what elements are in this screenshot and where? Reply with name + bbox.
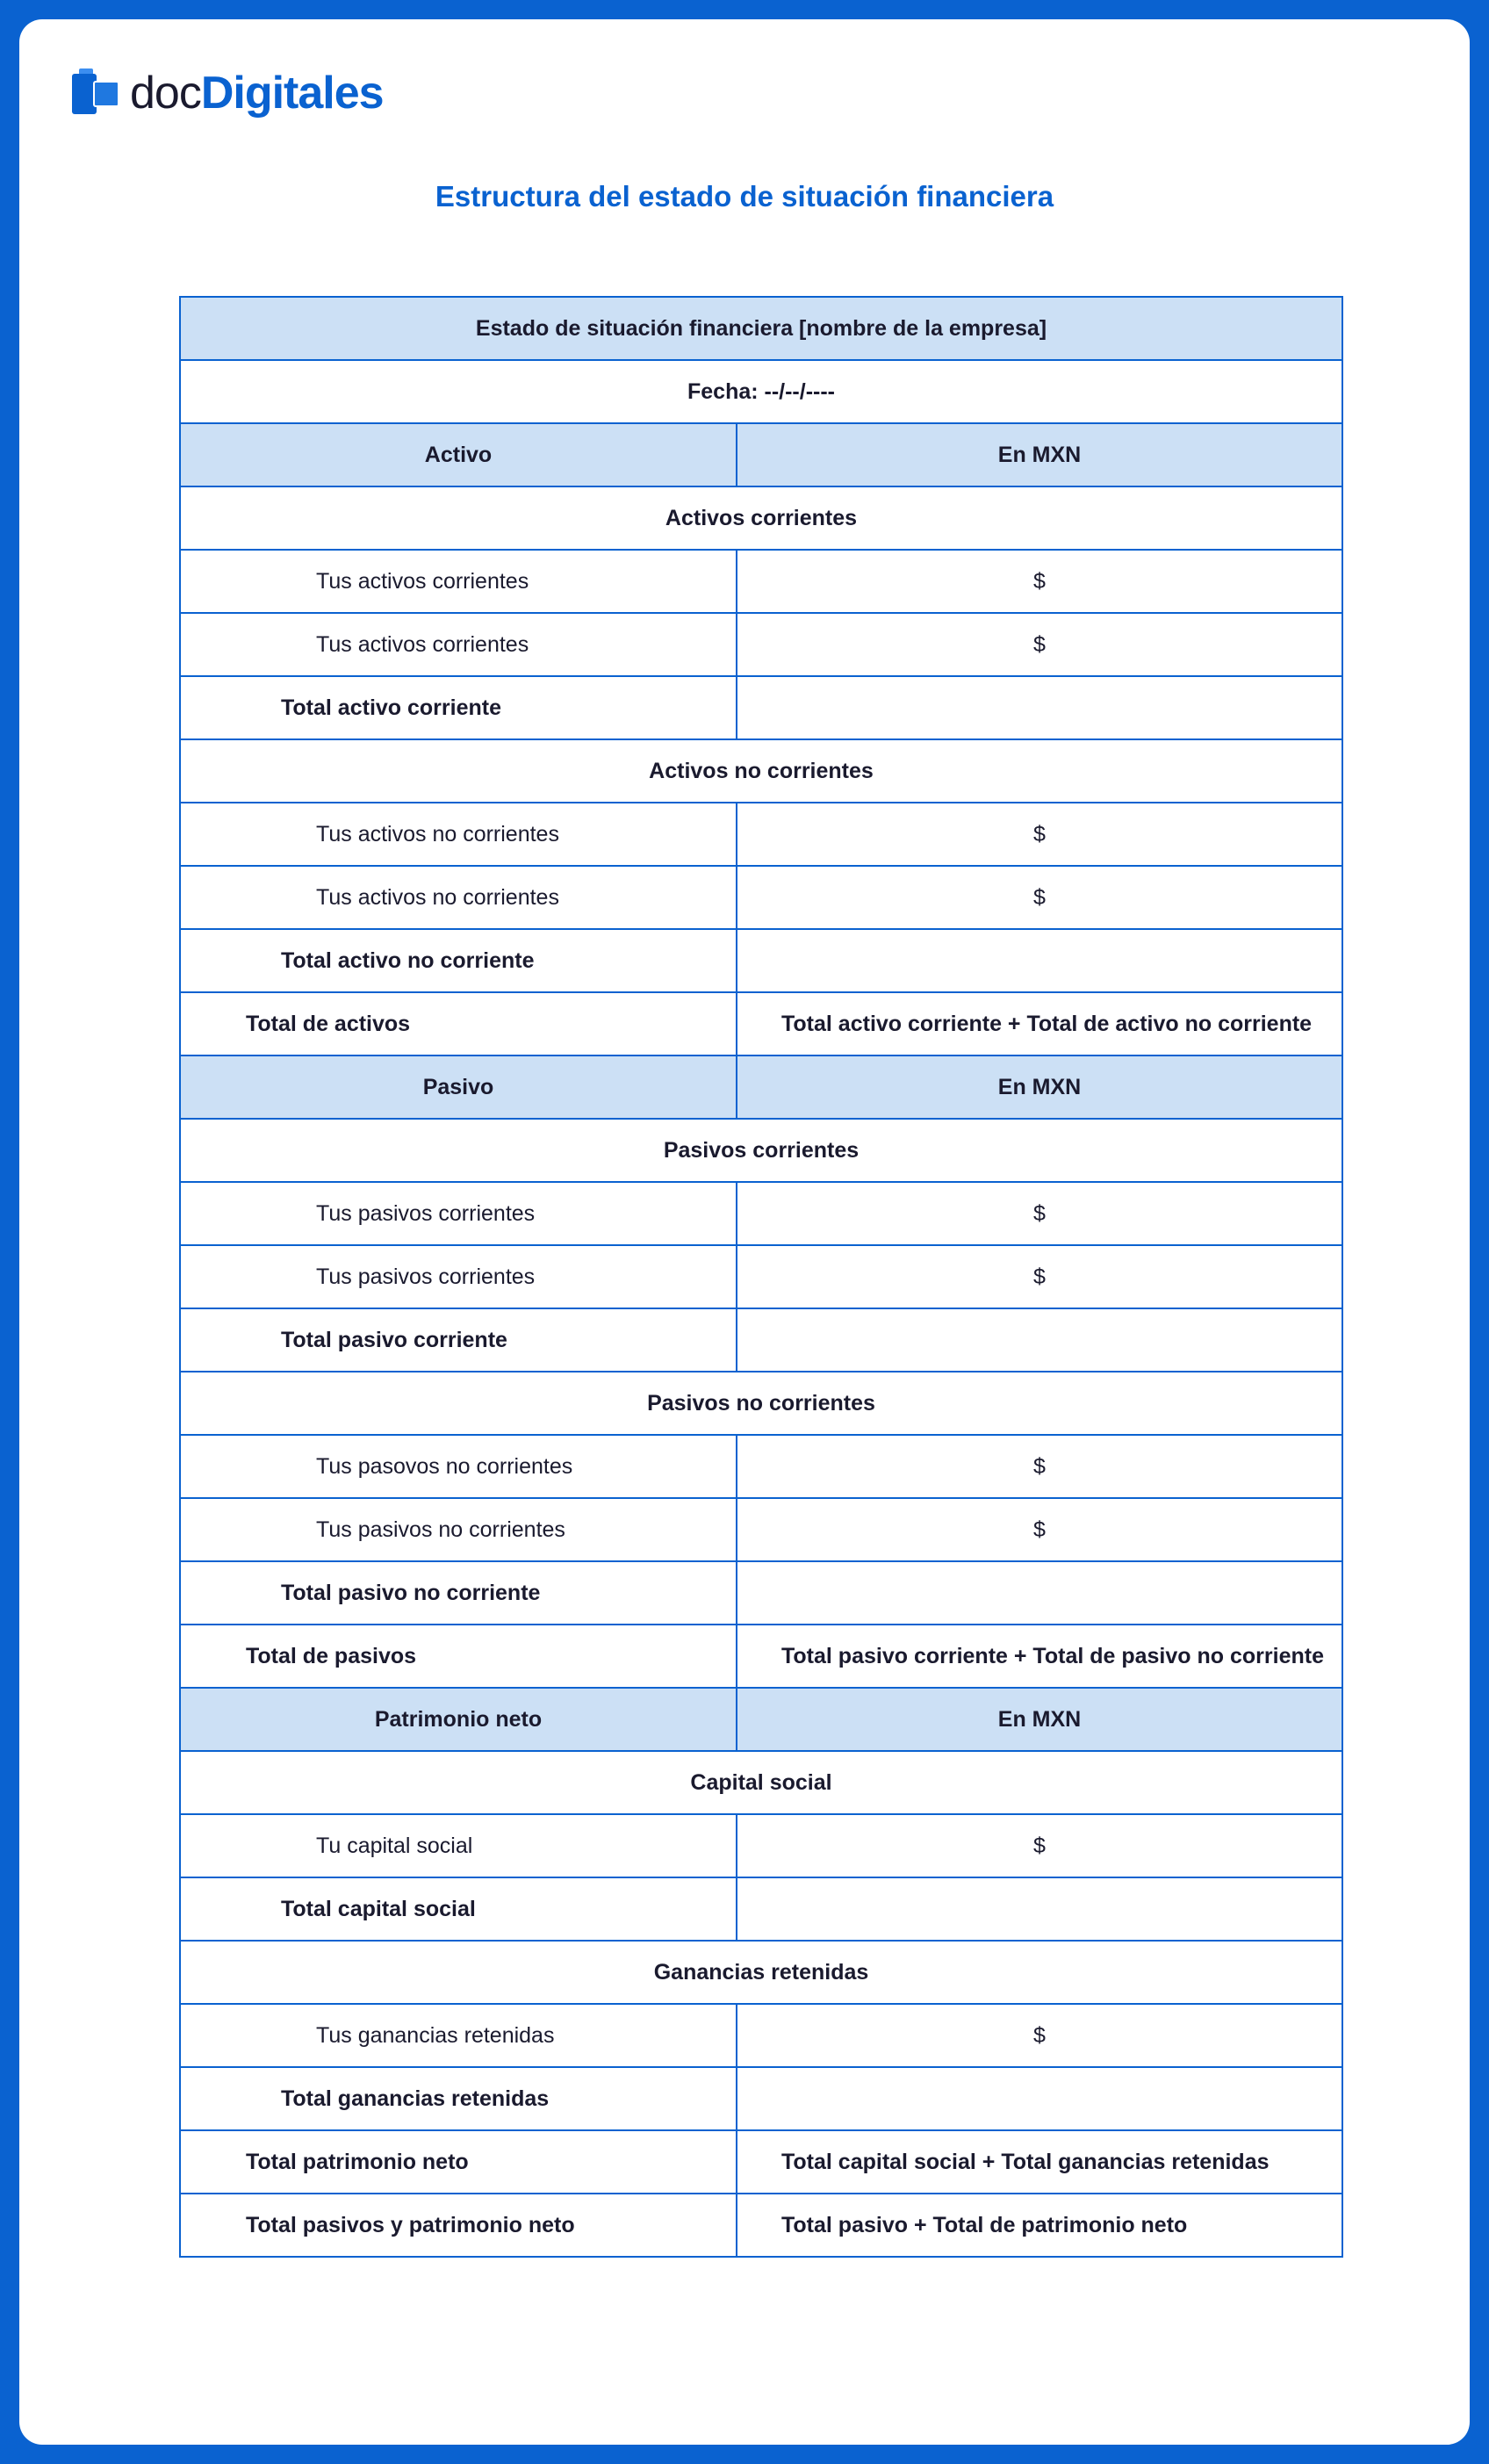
subtotal-row: [180, 1877, 1342, 1941]
table-row: [180, 866, 1342, 929]
row-value: $: [737, 2004, 1342, 2067]
final-total-formula: Total pasivo + Total de patrimonio neto: [737, 2194, 1342, 2257]
section-title-pasivos-corrientes: Pasivos corrientes: [180, 1119, 1342, 1182]
pasivo-column-header: [180, 1055, 1342, 1119]
subtotal-value: [737, 2067, 1342, 2130]
table-header: Estado de situación financiera [nombre de la empresa]: [180, 297, 1342, 360]
row-label: Tu capital social: [180, 1814, 737, 1877]
row-value: $: [737, 866, 1342, 929]
row-value: $: [737, 550, 1342, 613]
page-title: Estructura del estado de situación financiera: [435, 180, 1054, 213]
subtotal-value: [737, 1308, 1342, 1372]
total-row: [180, 2130, 1342, 2194]
row-label: Tus pasivos corrientes: [180, 1245, 737, 1308]
row-value: $: [737, 803, 1342, 866]
section-title-pasivos-no-corrientes: Pasivos no corrientes: [180, 1372, 1342, 1435]
section-row: [180, 1119, 1342, 1182]
table-row: [180, 613, 1342, 676]
table-row: [180, 1435, 1342, 1498]
table-row: [180, 1498, 1342, 1561]
subtotal-label: Total capital social: [180, 1877, 737, 1941]
row-value: $: [737, 1182, 1342, 1245]
subtotal-label: Total activo no corriente: [180, 929, 737, 992]
section-row: [180, 486, 1342, 550]
subtotal-value: [737, 1561, 1342, 1625]
section-row: [180, 1941, 1342, 2004]
total-label: Total de activos: [180, 992, 737, 1055]
brand-name-light: doc: [130, 68, 201, 119]
brand-name-bold: Digitales: [200, 68, 384, 119]
section-row: [180, 1751, 1342, 1814]
total-formula: Total capital social + Total ganancias retenidas: [737, 2130, 1342, 2194]
section-title-ganancias-retenidas: Ganancias retenidas: [180, 1941, 1342, 2004]
subtotal-label: Total pasivo no corriente: [180, 1561, 737, 1625]
final-total-row: [180, 2194, 1342, 2257]
table-row: [180, 1814, 1342, 1877]
section-title-activos-no-corrientes: Activos no corrientes: [180, 739, 1342, 803]
date-label: Fecha: --/--/----: [180, 360, 1342, 423]
total-row: [180, 1625, 1342, 1688]
table-header-row: [180, 297, 1342, 360]
table-row: [180, 803, 1342, 866]
activo-column-header: [180, 423, 1342, 486]
patrimonio-column-header: [180, 1688, 1342, 1751]
row-label: Tus pasovos no corrientes: [180, 1435, 737, 1498]
row-value: $: [737, 1435, 1342, 1498]
subtotal-row: [180, 1308, 1342, 1372]
row-label: Tus pasivos corrientes: [180, 1182, 737, 1245]
subtotal-value: [737, 1877, 1342, 1941]
row-label: Tus ganancias retenidas: [180, 2004, 737, 2067]
subtotal-row: [180, 2067, 1342, 2130]
section-row: [180, 739, 1342, 803]
row-label: Tus activos no corrientes: [180, 866, 737, 929]
row-label: Tus activos corrientes: [180, 550, 737, 613]
final-total-label: Total pasivos y patrimonio neto: [180, 2194, 737, 2257]
total-row: [180, 992, 1342, 1055]
row-label: Tus activos corrientes: [180, 613, 737, 676]
row-value: $: [737, 1814, 1342, 1877]
date-row: [180, 360, 1342, 423]
subtotal-label: Total ganancias retenidas: [180, 2067, 737, 2130]
brand-wordmark: [130, 67, 384, 119]
docdigitales-logo-icon: [72, 68, 118, 118]
subtotal-label: Total pasivo corriente: [180, 1308, 737, 1372]
subtotal-row: [180, 929, 1342, 992]
table-row: [180, 1182, 1342, 1245]
pasivo-header-right: En MXN: [737, 1055, 1342, 1119]
section-title-activos-corrientes: Activos corrientes: [180, 486, 1342, 550]
table-row: [180, 1245, 1342, 1308]
pasivo-header-left: Pasivo: [180, 1055, 737, 1119]
subtotal-value: [737, 676, 1342, 739]
activo-header-right: En MXN: [737, 423, 1342, 486]
total-formula: Total activo corriente + Total de activo no corriente: [737, 992, 1342, 1055]
table-row: [180, 2004, 1342, 2067]
table-row: [180, 550, 1342, 613]
total-formula: Total pasivo corriente + Total de pasivo no corriente: [737, 1625, 1342, 1688]
row-value: $: [737, 613, 1342, 676]
row-label: Tus activos no corrientes: [180, 803, 737, 866]
row-value: $: [737, 1498, 1342, 1561]
subtotal-row: [180, 1561, 1342, 1625]
brand-logo: [72, 65, 384, 121]
subtotal-row: [180, 676, 1342, 739]
financial-statement-table: [179, 296, 1343, 2258]
total-label: Total de pasivos: [180, 1625, 737, 1688]
row-label: Tus pasivos no corrientes: [180, 1498, 737, 1561]
patrimonio-header-left: Patrimonio neto: [180, 1688, 737, 1751]
subtotal-label: Total activo corriente: [180, 676, 737, 739]
row-value: $: [737, 1245, 1342, 1308]
total-label: Total patrimonio neto: [180, 2130, 737, 2194]
patrimonio-header-right: En MXN: [737, 1688, 1342, 1751]
subtotal-value: [737, 929, 1342, 992]
activo-header-left: Activo: [180, 423, 737, 486]
section-row: [180, 1372, 1342, 1435]
section-title-capital-social: Capital social: [180, 1751, 1342, 1814]
